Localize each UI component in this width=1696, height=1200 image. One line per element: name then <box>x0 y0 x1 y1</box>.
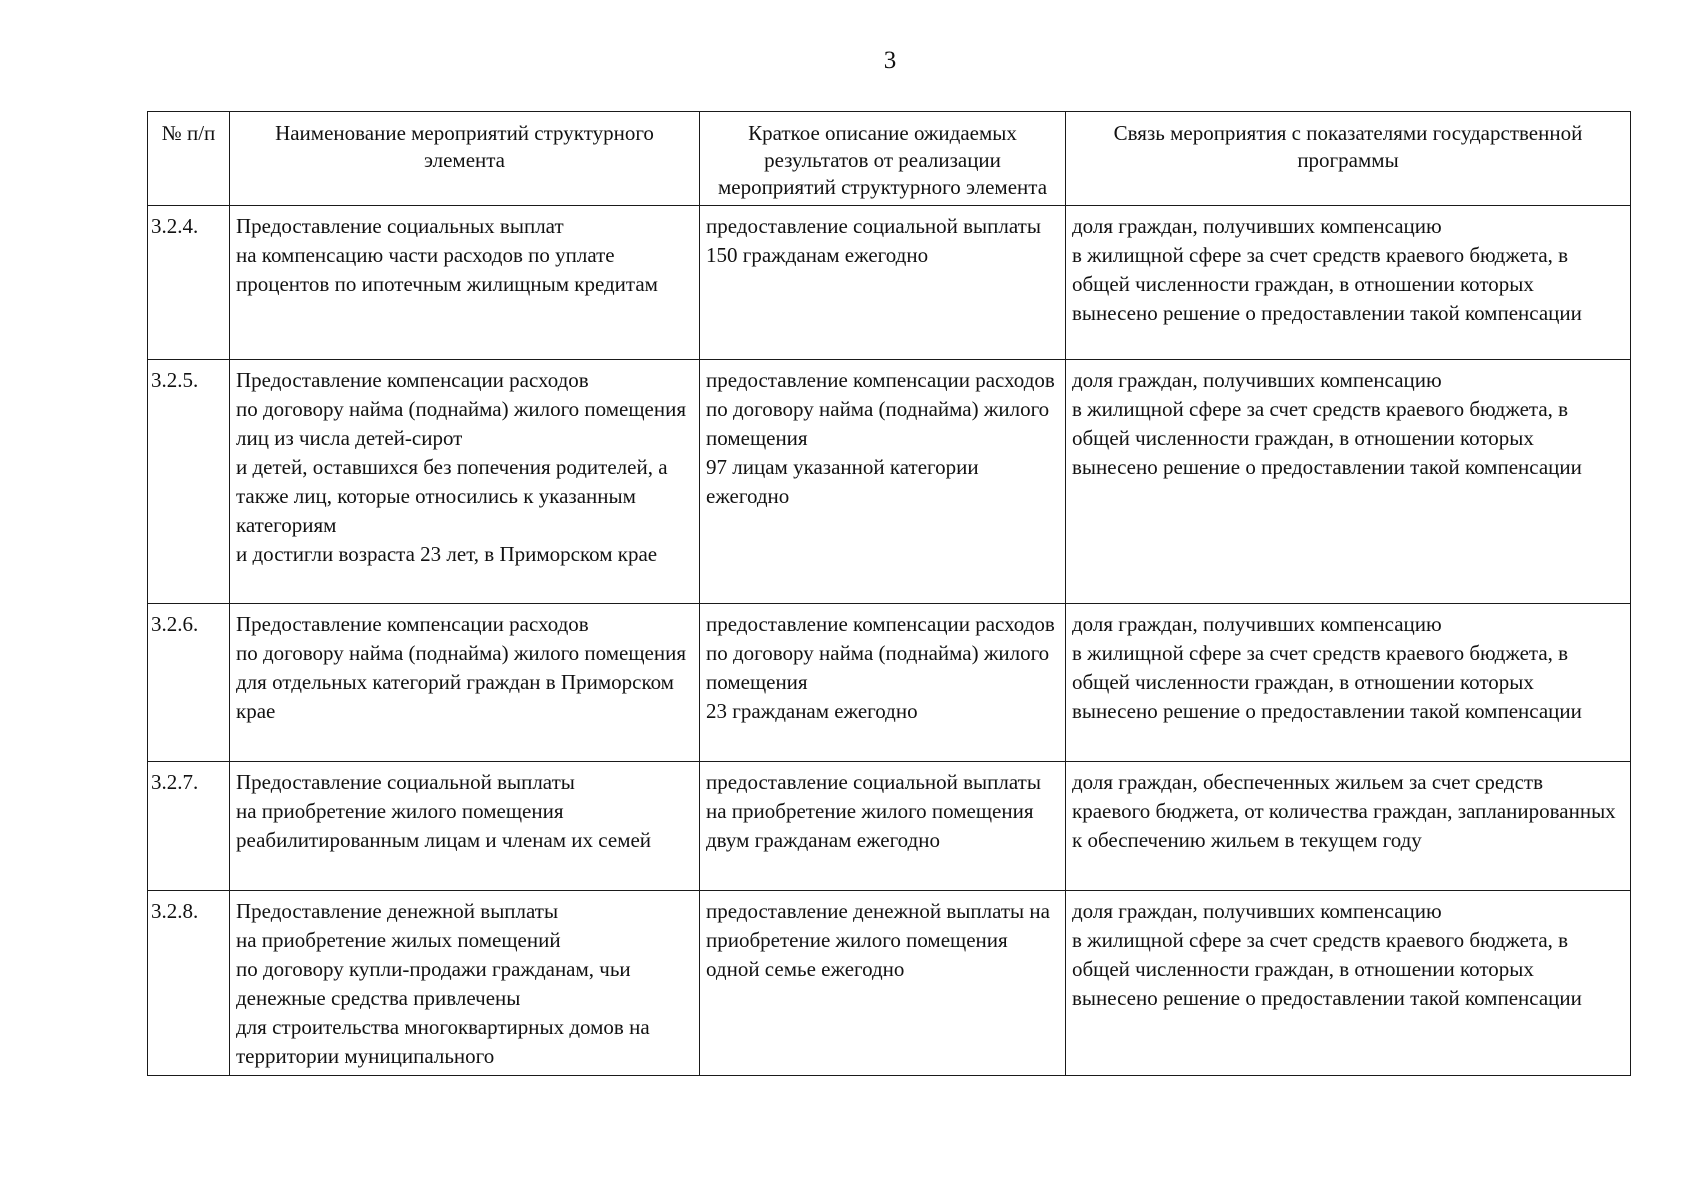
header-number: № п/п <box>148 112 230 206</box>
row-program-indicator: доля граждан, получивших компенсацию в жилищной сфере за счет средств краевого бюджета, в общей численности граждан, в отношении которых вынесено решение о предоставлении такой компенсации <box>1066 206 1631 360</box>
row-measure-name: Предоставление социальных выплат на компенсацию части расходов по уплате процентов по ипотечным жилищным кредитам <box>230 206 700 360</box>
table-row <box>148 762 1631 891</box>
row-program-indicator: доля граждан, получивших компенсацию в жилищной сфере за счет средств краевого бюджета, в общей численности граждан, в отношении которых вынесено решение о предоставлении такой компенсации <box>1066 360 1631 604</box>
row-expected-result: предоставление компенсации расходов по договору найма (поднайма) жилого помещения 97 лицам указанной категории ежегодно <box>700 360 1066 604</box>
row-measure-name: Предоставление денежной выплаты на приобретение жилых помещений по договору купли-продажи гражданам, чьи денежные средства привлечены для строительства многоквартирных домов на территории муниципального <box>230 891 700 1076</box>
row-number: 3.2.4. <box>148 206 230 360</box>
row-program-indicator: доля граждан, получивших компенсацию в жилищной сфере за счет средств краевого бюджета, в общей численности граждан, в отношении которых вынесено решение о предоставлении такой компенсации <box>1066 891 1631 1076</box>
row-expected-result: предоставление социальной выплаты на приобретение жилого помещения двум гражданам ежегодно <box>700 762 1066 891</box>
row-measure-name: Предоставление компенсации расходов по договору найма (поднайма) жилого помещения лиц из числа детей-сирот и детей, оставшихся без попечения родителей, а также лиц, которые относились к указанным категориям и достигли возраста 23 лет, в Приморском крае <box>230 360 700 604</box>
row-program-indicator: доля граждан, получивших компенсацию в жилищной сфере за счет средств краевого бюджета, в общей численности граждан, в отношении которых вынесено решение о предоставлении такой компенсации <box>1066 604 1631 762</box>
row-program-indicator: доля граждан, обеспеченных жильем за счет средств краевого бюджета, от количества граждан, запланированных к обеспечению жильем в текущем году <box>1066 762 1631 891</box>
row-number: 3.2.5. <box>148 360 230 604</box>
table-row <box>148 891 1631 1076</box>
header-measure-name: Наименование мероприятий структурного элемента <box>230 112 700 206</box>
table-row <box>148 360 1631 604</box>
row-measure-name: Предоставление социальной выплаты на приобретение жилого помещения реабилитированным лицам и членам их семей <box>230 762 700 891</box>
table-row <box>148 604 1631 762</box>
measures-table <box>147 111 1631 1076</box>
page-number: 3 <box>883 47 897 74</box>
row-expected-result: предоставление денежной выплаты на приобретение жилого помещения одной семье ежегодно <box>700 891 1066 1076</box>
table-header-row <box>148 112 1631 206</box>
row-number: 3.2.6. <box>148 604 230 762</box>
header-expected-results: Краткое описание ожидаемых результатов от реализации мероприятий структурного элемента <box>700 112 1066 206</box>
table-row <box>148 206 1631 360</box>
row-expected-result: предоставление социальной выплаты 150 гражданам ежегодно <box>700 206 1066 360</box>
row-expected-result: предоставление компенсации расходов по договору найма (поднайма) жилого помещения 23 гражданам ежегодно <box>700 604 1066 762</box>
header-program-indicators: Связь мероприятия с показателями государственной программы <box>1066 112 1631 206</box>
row-measure-name: Предоставление компенсации расходов по договору найма (поднайма) жилого помещения для отдельных категорий граждан в Приморском крае <box>230 604 700 762</box>
row-number: 3.2.8. <box>148 891 230 1076</box>
row-number: 3.2.7. <box>148 762 230 891</box>
